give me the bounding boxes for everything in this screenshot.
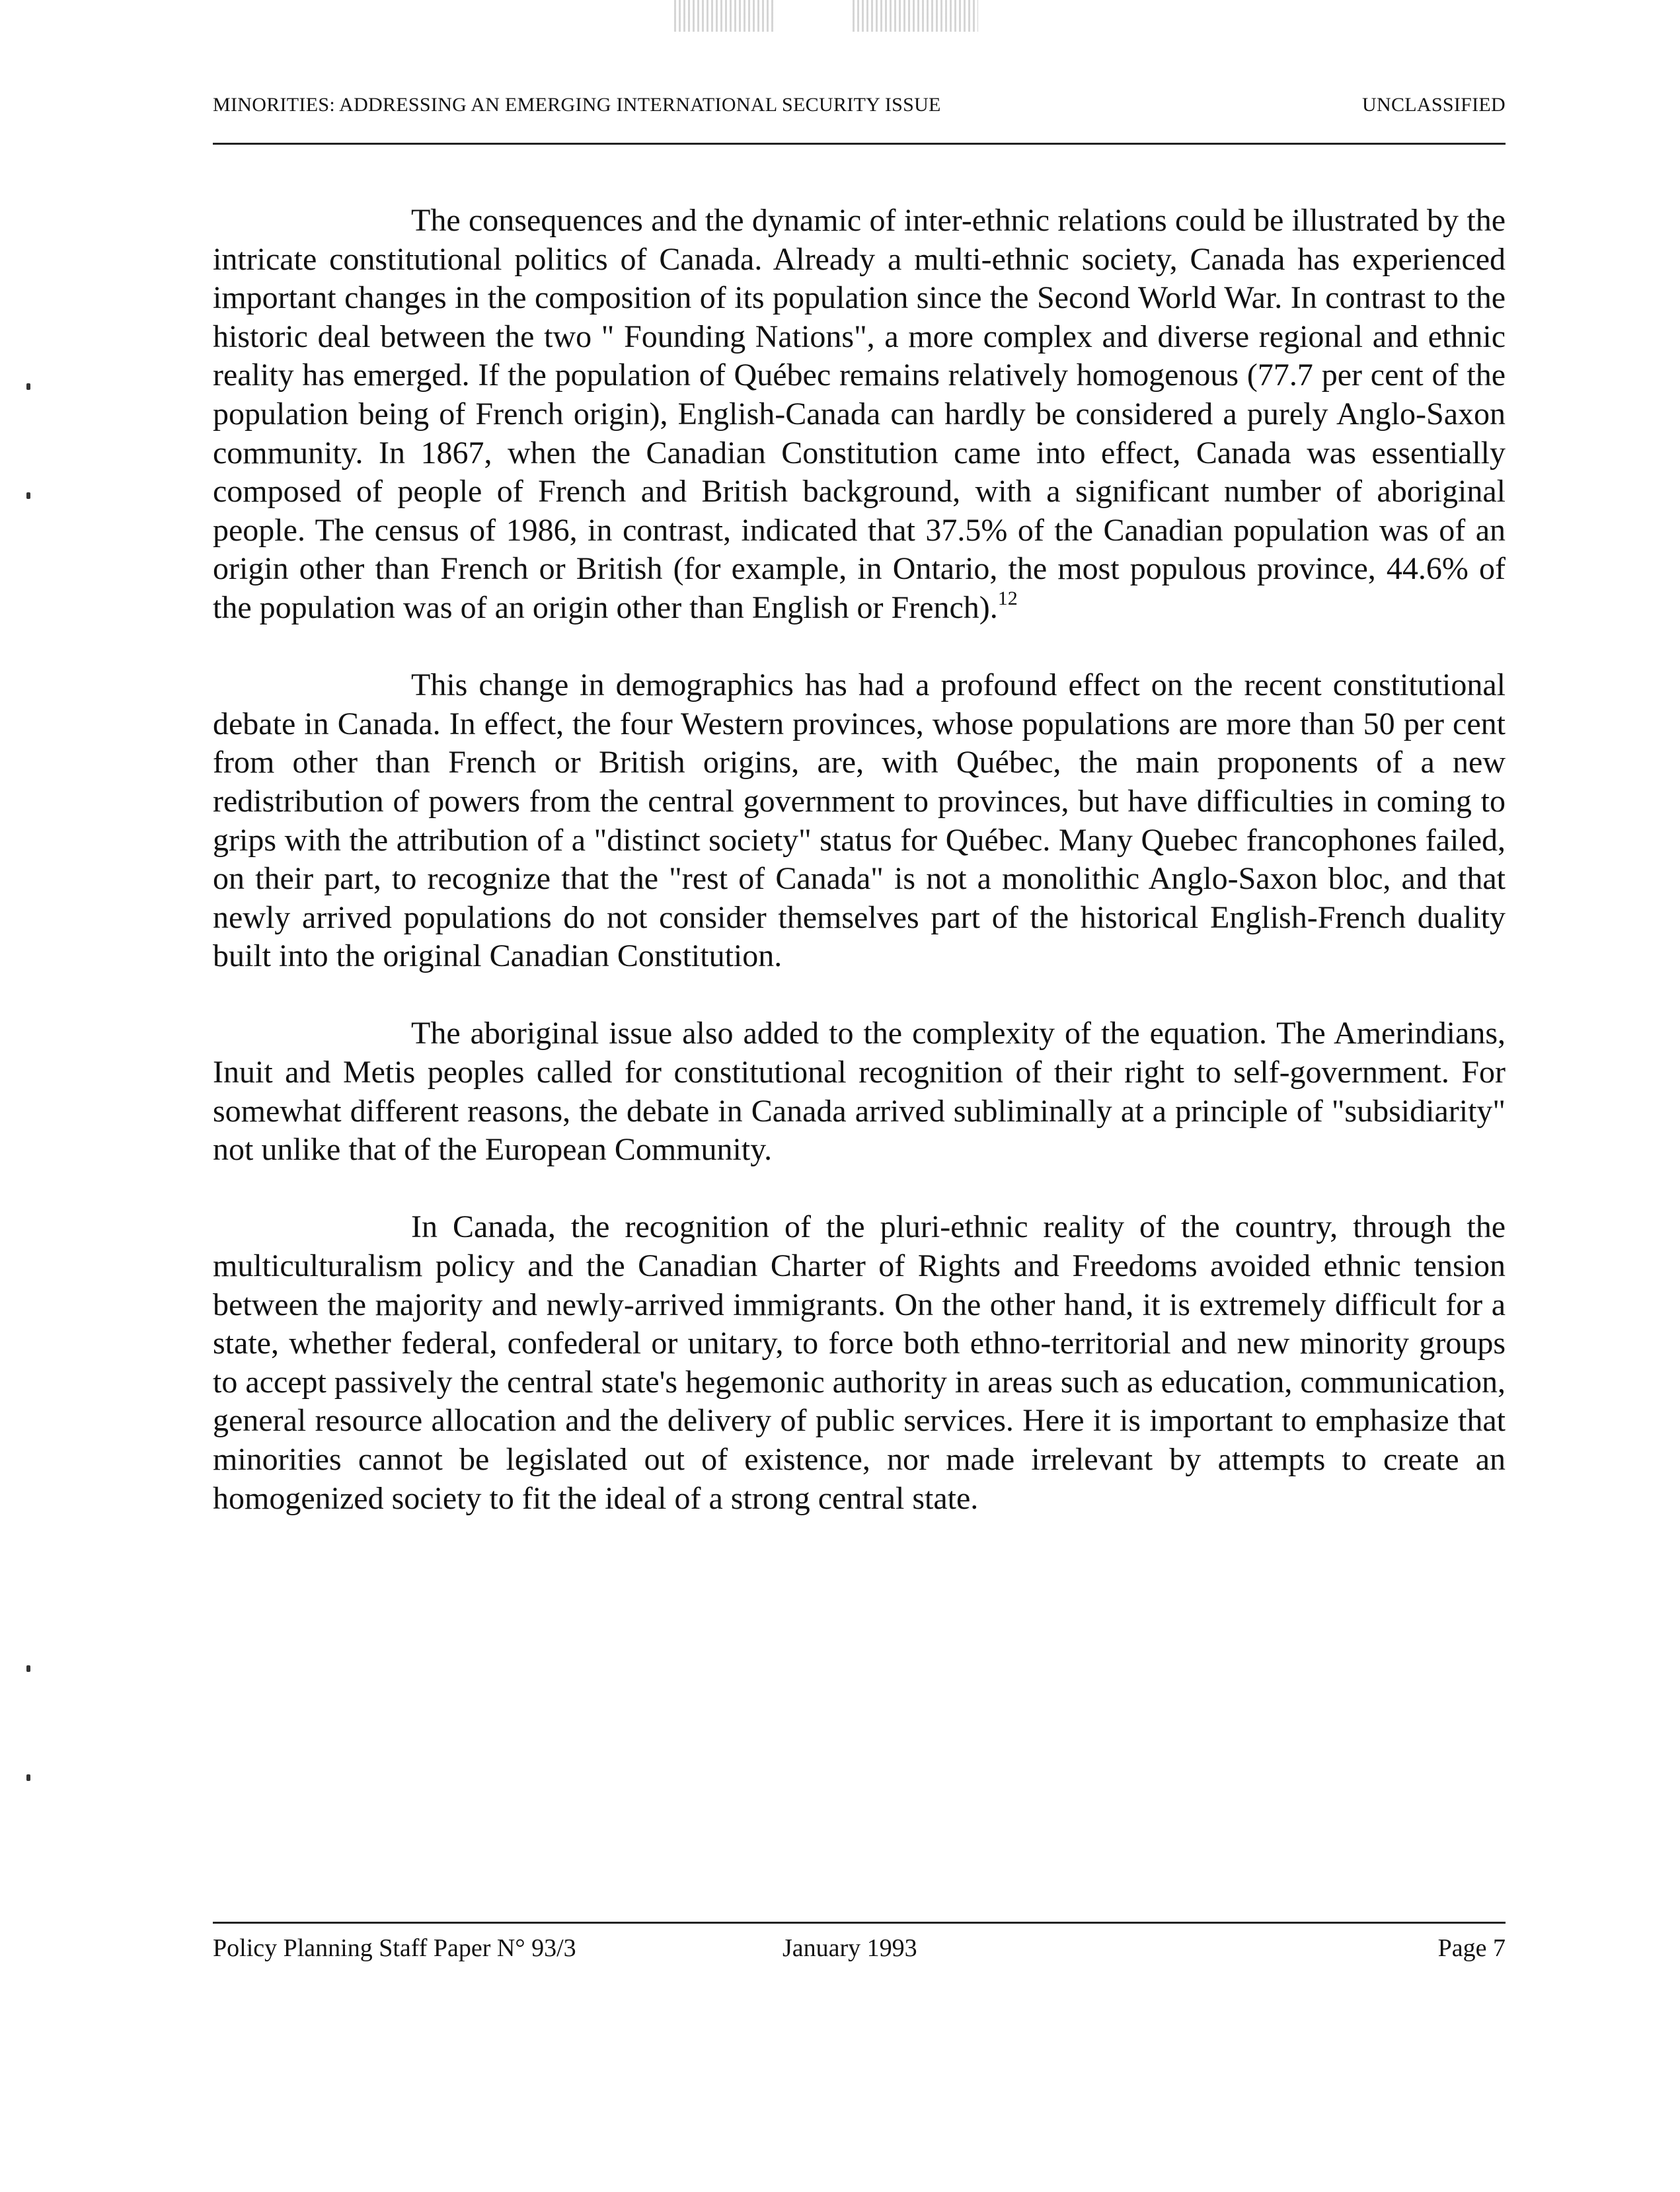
- page-footer: [213, 1930, 1506, 1969]
- scan-artifact: [26, 1774, 30, 1781]
- paragraph: This change in demographics has had a profound effect on the recent constitutional debate in Canada. In effect, the four Western provinces, whose populations are more than 50 per cent from other than French or British origins, are, with Québec, the main proponents of a new redistribution of powers from the central government to provinces, but have difficulties in coming to grips with the attribution of a "distinct society" status for Québec. Many Quebec francophones failed, on their part, to recognize that the "rest of Canada" is not a monolithic Anglo-Saxon bloc, and that newly arrived populations do not consider themselves part of the historical English-French duality built into the original Canadian Constitution.: [213, 667, 1506, 974]
- footer-date: January 1993: [783, 1934, 917, 1962]
- header-divider: [213, 143, 1506, 145]
- header-classification: UNCLASSIFIED: [1362, 94, 1506, 116]
- paragraph: The aboriginal issue also added to the complexity of the equation. The Amerindians, Inuit and Metis peoples called for constitutional recognition of their right to self-government. For somewhat different reasons, the debate in Canada arrived subliminally at a principle of "subsidiarity" not unlike that of the European Community.: [213, 1016, 1506, 1168]
- paragraph-text: The consequences and the dynamic of inter-ethnic relations could be illustrated by the intricate constitutional politics of Canada. Already a multi-ethnic society, Canada has experienced important changes in the composition of its population since the Second World War. In contrast to the historic deal between the two " Founding Nations", a more complex and diverse regional and ethnic reality has emerged. If the population of Québec remains relatively homogenous (77.7 per cent of the population being of French origin), English-Canada can hardly be considered a purely Anglo-Saxon community. In 1867, when the Canadian Constitution came into effect, Canada was essentially composed of people of French and British background, with a significant number of aboriginal people. The census of 1986, in contrast, indicated that 37.5% of the Canadian population was of an origin other than French or British (for example, in Ontario, the most populous province, 44.6% of the population was of an origin other than English or French).: [213, 203, 1506, 625]
- paragraph: In Canada, the recognition of the pluri-ethnic reality of the country, through the multiculturalism policy and the Canadian Charter of Rights and Freedoms avoided ethnic tension between the majority and newly-arrived immigrants. On the other hand, it is extremely difficult for a state, whether federal, confederal or unitary, to force both ethno-territorial and new minority groups to accept passively the central state's hegemonic authority in areas such as education, communication, general resource allocation and the delivery of public services. Here it is important to emphasize that minorities cannot be legislated out of existence, nor made irrelevant by attempts to create an homogenized society to fit the ideal of a strong central state.: [213, 1209, 1506, 1516]
- header-title: MINORITIES: ADDRESSING AN EMERGING INTERNATIONAL SECURITY ISSUE: [213, 94, 941, 116]
- running-header: [213, 90, 1506, 127]
- scan-artifact: [26, 492, 30, 499]
- document-body: [213, 202, 1506, 1557]
- scan-artifact: [26, 1665, 30, 1672]
- footer-paper-number: Policy Planning Staff Paper N° 93/3: [213, 1934, 576, 1962]
- paragraph: [213, 202, 1506, 628]
- footer-page-number: Page 7: [1437, 1934, 1506, 1962]
- scan-artifact: [26, 383, 30, 390]
- scan-artifact: [853, 0, 978, 32]
- footnote-reference: 12: [997, 587, 1018, 609]
- footer-divider: [213, 1922, 1506, 1924]
- scan-artifact: [674, 0, 773, 32]
